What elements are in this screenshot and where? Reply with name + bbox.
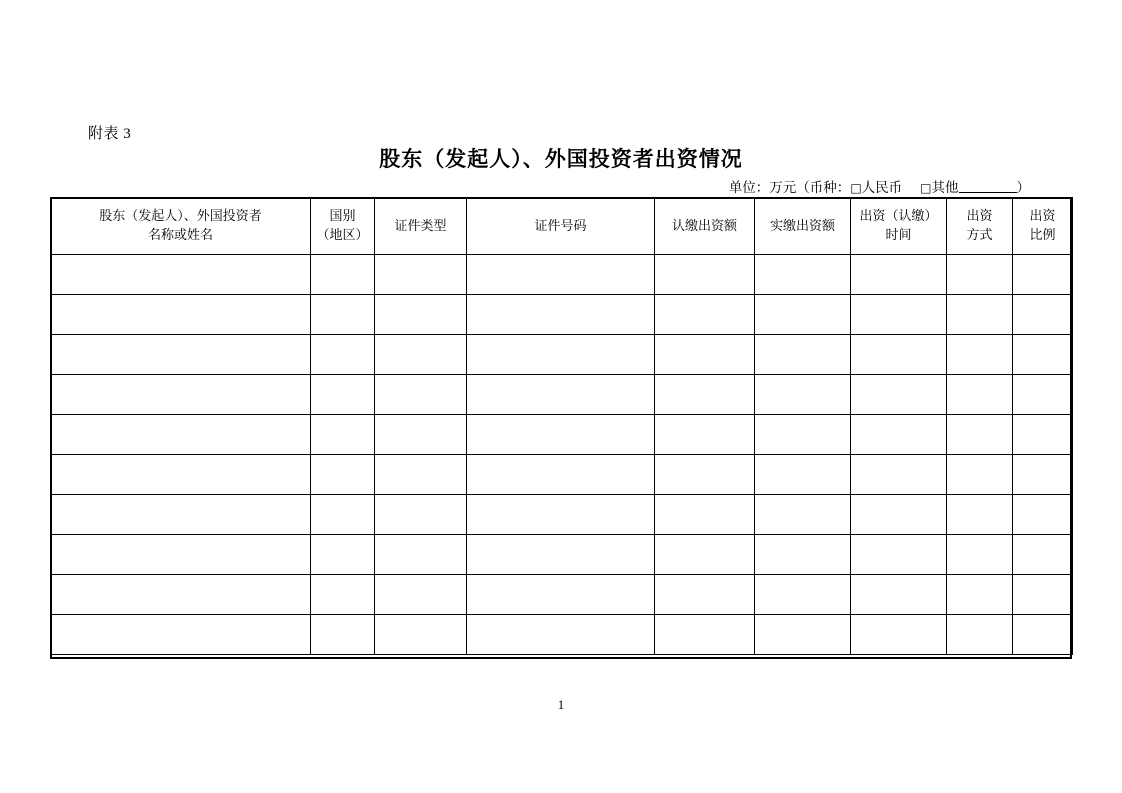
cell-id-type[interactable] — [375, 415, 467, 455]
cell-contribution-date[interactable] — [851, 255, 947, 295]
cell-subscribed-amount[interactable] — [655, 375, 755, 415]
cell-id-number[interactable] — [467, 575, 655, 615]
cell-id-type[interactable] — [375, 575, 467, 615]
cell-contribution-method[interactable] — [947, 535, 1013, 575]
cell-contribution-date[interactable] — [851, 295, 947, 335]
cell-country[interactable] — [311, 535, 375, 575]
cell-contribution-date[interactable] — [851, 495, 947, 535]
cell-id-number[interactable] — [467, 375, 655, 415]
header-line-1: 国别 — [329, 208, 356, 224]
header-line-1: 股东（发起人）、外国投资者 — [99, 208, 262, 224]
cell-contribution-ratio[interactable] — [1013, 295, 1073, 335]
cell-paid-amount[interactable] — [755, 255, 851, 295]
cell-subscribed-amount[interactable] — [655, 455, 755, 495]
cell-id-number[interactable] — [467, 615, 655, 655]
cell-country[interactable] — [311, 375, 375, 415]
cell-contribution-method[interactable] — [947, 415, 1013, 455]
cell-id-number[interactable] — [467, 535, 655, 575]
cell-name[interactable] — [51, 295, 311, 335]
table-row[interactable] — [51, 375, 1073, 415]
cell-paid-amount[interactable] — [755, 335, 851, 375]
cell-name[interactable] — [51, 375, 311, 415]
cell-contribution-method[interactable] — [947, 615, 1013, 655]
cell-country[interactable] — [311, 295, 375, 335]
checkbox-rmb[interactable]: □ — [850, 181, 862, 195]
column-header-country — [311, 198, 375, 255]
header-line-2: 时间 — [885, 227, 912, 242]
cell-subscribed-amount[interactable] — [655, 335, 755, 375]
column-header-id-number — [467, 198, 655, 255]
column-header-name — [51, 198, 311, 255]
cell-contribution-ratio[interactable] — [1013, 615, 1073, 655]
cell-country[interactable] — [311, 615, 375, 655]
cell-paid-amount[interactable] — [755, 575, 851, 615]
column-header-paid-amount — [755, 198, 851, 255]
table-row[interactable] — [51, 575, 1073, 615]
cell-id-type[interactable] — [375, 255, 467, 295]
cell-name[interactable] — [51, 335, 311, 375]
currency-unit-note — [729, 176, 1030, 196]
cell-contribution-ratio[interactable] — [1013, 255, 1073, 295]
header-line-1: 出资 — [966, 208, 993, 224]
cell-contribution-method[interactable] — [947, 255, 1013, 295]
cell-contribution-method[interactable] — [947, 455, 1013, 495]
cell-id-type[interactable] — [375, 615, 467, 655]
table-row[interactable] — [51, 415, 1073, 455]
cell-id-number[interactable] — [467, 335, 655, 375]
form-label: 附表 3 — [88, 126, 132, 142]
cell-id-type[interactable] — [375, 455, 467, 495]
cell-country[interactable] — [311, 495, 375, 535]
page-title: 股东（发起人）、外国投资者出资情况 — [379, 148, 743, 171]
header-line-1: 证件号码 — [534, 217, 587, 233]
table-row[interactable] — [51, 455, 1073, 495]
table-row[interactable] — [51, 615, 1073, 655]
table-body — [51, 255, 1073, 655]
header-line-1: 证件类型 — [394, 217, 447, 233]
cell-contribution-date[interactable] — [851, 415, 947, 455]
cell-subscribed-amount[interactable] — [655, 255, 755, 295]
cell-id-type[interactable] — [375, 495, 467, 535]
cell-id-number[interactable] — [467, 255, 655, 295]
cell-id-number[interactable] — [467, 495, 655, 535]
cell-id-type[interactable] — [375, 375, 467, 415]
cell-id-number[interactable] — [467, 295, 655, 335]
cell-contribution-method[interactable] — [947, 375, 1013, 415]
cell-contribution-ratio[interactable] — [1013, 335, 1073, 375]
cell-subscribed-amount[interactable] — [655, 495, 755, 535]
header-line-2: 名称或姓名 — [147, 227, 213, 242]
cell-id-type[interactable] — [375, 335, 467, 375]
unit-suffix: ） — [1016, 180, 1030, 195]
header-line-1: 实缴出资额 — [769, 217, 835, 233]
cell-id-type[interactable] — [375, 535, 467, 575]
cell-name[interactable] — [51, 495, 311, 535]
column-header-contribution-ratio — [1013, 198, 1073, 255]
cell-paid-amount[interactable] — [755, 375, 851, 415]
column-header-subscribed-amount — [655, 198, 755, 255]
cell-paid-amount[interactable] — [755, 535, 851, 575]
header-line-2: 方式 — [966, 227, 993, 242]
page-number: 1 — [557, 697, 565, 712]
cell-id-number[interactable] — [467, 415, 655, 455]
header-line-2: （地区） — [316, 227, 369, 242]
cell-contribution-date[interactable] — [851, 455, 947, 495]
cell-paid-amount[interactable] — [755, 415, 851, 455]
cell-contribution-method[interactable] — [947, 575, 1013, 615]
cell-subscribed-amount[interactable] — [655, 615, 755, 655]
table-row[interactable] — [51, 255, 1073, 295]
cell-name[interactable] — [51, 255, 311, 295]
cell-paid-amount[interactable] — [755, 495, 851, 535]
table-row[interactable] — [51, 295, 1073, 335]
cell-contribution-date[interactable] — [851, 375, 947, 415]
cell-name[interactable] — [51, 415, 311, 455]
header-line-2: 比例 — [1029, 227, 1056, 242]
other-currency-blank[interactable] — [959, 180, 1017, 193]
cell-contribution-ratio[interactable] — [1013, 455, 1073, 495]
cell-contribution-ratio[interactable] — [1013, 415, 1073, 455]
cell-paid-amount[interactable] — [755, 455, 851, 495]
header-line-1: 认缴出资额 — [671, 217, 737, 233]
cell-country[interactable] — [311, 415, 375, 455]
cell-contribution-date[interactable] — [851, 335, 947, 375]
header-line-1: 出资（认缴） — [859, 208, 938, 224]
cell-contribution-date[interactable] — [851, 575, 947, 615]
cell-country[interactable] — [311, 455, 375, 495]
cell-contribution-method[interactable] — [947, 295, 1013, 335]
cell-paid-amount[interactable] — [755, 295, 851, 335]
option-rmb-label: 人民币 — [861, 180, 903, 195]
table-row[interactable] — [51, 535, 1073, 575]
column-header-contribution-method — [947, 198, 1013, 255]
cell-name[interactable] — [51, 615, 311, 655]
cell-contribution-ratio[interactable] — [1013, 535, 1073, 575]
cell-subscribed-amount[interactable] — [655, 575, 755, 615]
cell-subscribed-amount[interactable] — [655, 415, 755, 455]
option-other-label: 其他 — [931, 180, 959, 195]
cell-id-type[interactable] — [375, 295, 467, 335]
cell-contribution-ratio[interactable] — [1013, 495, 1073, 535]
cell-contribution-date[interactable] — [851, 535, 947, 575]
column-header-contribution-date — [851, 198, 947, 255]
cell-contribution-method[interactable] — [947, 335, 1013, 375]
cell-contribution-ratio[interactable] — [1013, 375, 1073, 415]
cell-contribution-date[interactable] — [851, 615, 947, 655]
unit-prefix: 单位：万元（币种： — [728, 180, 851, 195]
header-line-1: 出资 — [1029, 208, 1056, 224]
cell-country[interactable] — [311, 335, 375, 375]
cell-subscribed-amount[interactable] — [655, 535, 755, 575]
shareholder-contribution-table — [50, 197, 1073, 655]
table-header-row — [51, 198, 1073, 255]
column-header-id-type — [375, 198, 467, 255]
cell-name[interactable] — [51, 575, 311, 615]
cell-id-number[interactable] — [467, 455, 655, 495]
cell-contribution-method[interactable] — [947, 495, 1013, 535]
cell-subscribed-amount[interactable] — [655, 295, 755, 335]
cell-country[interactable] — [311, 575, 375, 615]
cell-name[interactable] — [51, 455, 311, 495]
table-row[interactable] — [51, 335, 1073, 375]
cell-country[interactable] — [311, 255, 375, 295]
cell-contribution-ratio[interactable] — [1013, 575, 1073, 615]
cell-paid-amount[interactable] — [755, 615, 851, 655]
table-row[interactable] — [51, 495, 1073, 535]
cell-name[interactable] — [51, 535, 311, 575]
checkbox-other[interactable]: □ — [920, 181, 932, 195]
